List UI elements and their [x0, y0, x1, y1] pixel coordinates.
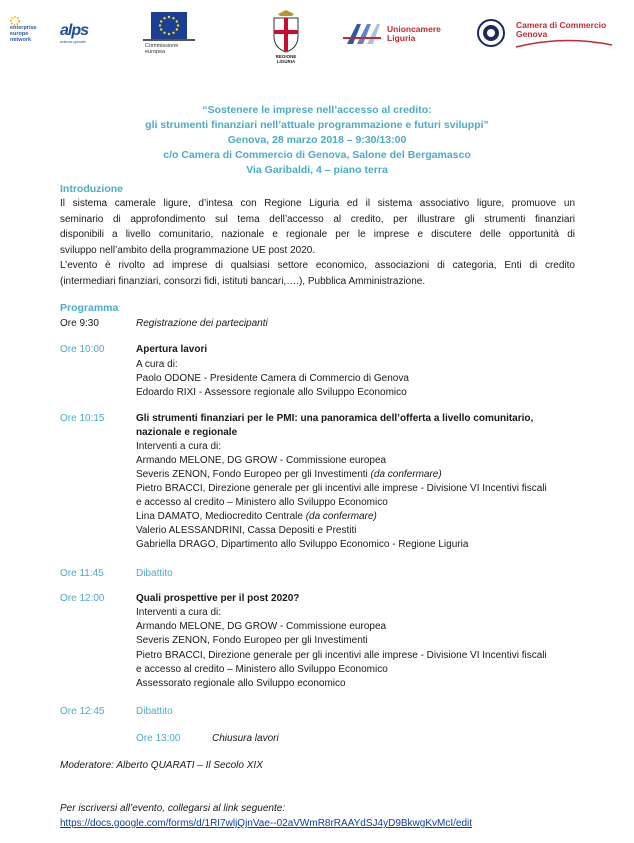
unioncamere-liguria-logo: Unioncamere Liguria	[343, 18, 463, 48]
slot-title: Quali prospettive per il post 2020?	[136, 593, 300, 604]
regione-liguria-logo: REGIONE LIGURIA	[266, 10, 306, 62]
enterprise-europe-network-logo: enterprise europe network	[10, 16, 58, 50]
speaker-line: Armando MELONE, DG GROW - Commissione europea	[136, 621, 387, 632]
liguria-crest-icon	[266, 10, 306, 54]
unioncamere-mark-icon	[343, 20, 381, 46]
slot-title: Dibattito	[136, 568, 173, 579]
slot-time: Ore 12:00	[60, 593, 105, 604]
slot-title: Gli strumenti finanziari per le PMI: una panoramica dell’offerta a livello comunitario,	[136, 413, 534, 424]
slot-title: nazionale e regionale	[136, 427, 238, 438]
speaker-line: Valerio ALESSANDRINI, Cassa Depositi e Prestiti	[136, 525, 357, 536]
intro-paragraph: Il sistema camerale ligure, d’intesa con Regione Liguria ed il sistema associativo ligure, promuove un seminario di approfondimento sul tema dell’accesso al credito, per illustrare gli strumenti finanziari disponibili a livello comunitario, nazionale e regionale per le imprese e discutere delle opportunità di sviluppo nell’ambito della programmazione UE post 2020. L’evento è rivolto ad imprese di qualsiasi settore economico, associazioni di categoria, Enti di credito (intermediari finanziari, consorzi fidi, istituti bancari,….), Pubblica Amministrazione.	[60, 198, 575, 287]
speaker-line: Interventi a cura di:	[136, 441, 222, 452]
speaker-line: Assessorato regionale allo Sviluppo economico	[136, 678, 346, 689]
speaker-line: Lina DAMATO, Mediocredito Centrale (da confermare)	[136, 511, 377, 522]
slot-title: Chiusura lavori	[212, 733, 279, 744]
camera-commercio-genova-logo: Camera di Commercio Genova	[476, 16, 616, 52]
slot-time: Ore 11:45	[60, 568, 104, 579]
speaker-line: A cura di:	[136, 359, 178, 370]
moderator-line: Moderatore: Alberto QUARATI – Il Secolo XIX	[60, 760, 263, 771]
speaker-line: Severis ZENON, Fondo Europeo per gli Investimenti	[136, 635, 368, 646]
event-address: Via Garibaldi, 4 – piano terra	[246, 164, 388, 176]
intro-heading: Introduzione	[60, 183, 123, 195]
speaker-line: Pietro BRACCI, Direzione generale per gli incentivi alle imprese - Divisione VI Incentivi fiscali	[136, 483, 547, 494]
speaker-line: Armando MELONE, DG GROW - Commissione europea	[136, 455, 387, 466]
speaker-line: Gabriella DRAGO, Dipartimento allo Sviluppo Economico - Regione Liguria	[136, 539, 469, 550]
programma-heading: Programma	[60, 302, 119, 314]
speaker-line: Pietro BRACCI, Direzione generale per gli incentivi alle imprese - Divisione VI Incentivi fiscali	[136, 650, 547, 661]
slot-title: Apertura lavori	[136, 344, 208, 355]
speaker-line: Interventi a cura di:	[136, 607, 222, 618]
event-venue: c/o Camera di Commercio di Genova, Salone del Bergamasco	[163, 149, 471, 161]
eu-flag-icon	[151, 12, 187, 39]
registration-text: Per iscriversi all’evento, collegarsi al link seguente:	[60, 803, 286, 814]
event-date: Genova, 28 marzo 2018 – 9:30/13:00	[227, 134, 407, 146]
slot-title: Dibattito	[136, 706, 173, 717]
slot-time: Ore 9:30	[60, 318, 99, 329]
event-title-line1: “Sostenere le imprese nell’accesso al credito:	[202, 104, 432, 116]
cdc-swoosh-icon	[514, 39, 614, 49]
slot-time: Ore 10:00	[60, 344, 105, 355]
ec-building-line	[143, 39, 195, 41]
slot-time: Ore 12:45	[60, 706, 105, 717]
cdc-seal-icon	[476, 18, 506, 48]
speaker-line: Paolo ODONE - Presidente Camera di Commercio di Genova	[136, 373, 409, 384]
slot-time: Ore 10:15	[60, 413, 105, 424]
speaker-line: e accesso al credito – Ministero allo Sviluppo Economico	[136, 664, 388, 675]
event-title-line2: gli strumenti finanziari nell’attuale programmazione e futuri sviluppi”	[145, 119, 489, 131]
logo-strip	[0, 0, 634, 70]
speaker-line: e accesso al credito – Ministero allo Sviluppo Economico	[136, 497, 388, 508]
slot-time: Ore 13:00	[136, 733, 181, 744]
speaker-line: Edoardo RIXI - Assessore regionale allo Sviluppo Economico	[136, 387, 407, 398]
registration-link[interactable]: https://docs.google.com/forms/d/1RI7wljQjnVae--02aVWmR8rRAAYdSJ4yD9BkwgKvMcI/edit	[60, 818, 473, 829]
european-commission-logo: Commissione europea	[143, 12, 201, 54]
speaker-line: Severis ZENON, Fondo Europeo per gli Investimenti (da confermare)	[136, 469, 442, 480]
slot-registration: Registrazione dei partecipanti	[136, 318, 268, 329]
alps-logo: alps azienda speciale	[60, 22, 89, 44]
